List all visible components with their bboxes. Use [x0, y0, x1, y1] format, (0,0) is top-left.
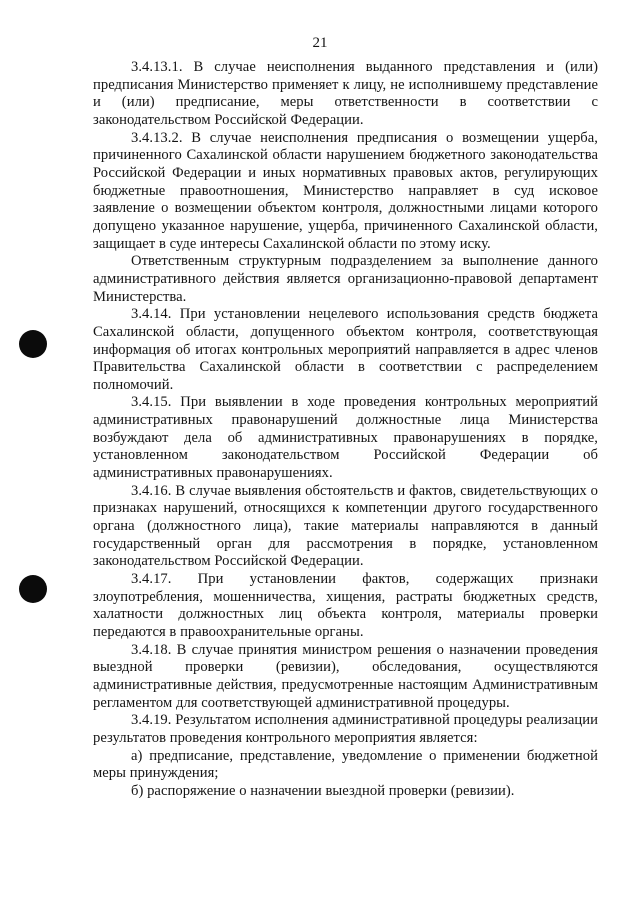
paragraph-3-4-15: 3.4.15. При выявлении в ходе проведения контрольных мероприятий административных правонарушений должностные лица Министерства возбуждают дела об административных правонарушениях в порядке, установленном законодательством Российской Федерации об административных правонарушениях. [93, 394, 598, 482]
document-body [93, 59, 598, 801]
paragraph-3-4-16: 3.4.16. В случае выявления обстоятельств и фактов, свидетельствующих о признаках нарушений, относящихся к компетенции другого государственного органа (должностного лица), такие материалы направляются в данный государственный орган для рассмотрения в порядке, установленном законодательством Российской Федерации. [93, 482, 598, 570]
list-item-a: а) предписание, представление, уведомление о применении бюджетной меры принуждения; [93, 747, 598, 782]
paragraph-responsible-unit: Ответственным структурным подразделением за выполнение данного административного действия является организационно-правовой департамент Министерства. [93, 253, 598, 305]
paragraph-3-4-19: 3.4.19. Результатом исполнения административной процедуры реализации результатов проведения контрольного мероприятия является: [93, 712, 598, 746]
page-number: 21 [312, 35, 328, 51]
list-item-b: б) распоряжение о назначении выездной проверки (ревизии). [131, 782, 515, 799]
paragraph-3-4-13-2: 3.4.13.2. В случае неисполнения предписания о возмещении ущерба, причиненного Сахалинской области нарушением бюджетного законодательства Российской Федерации и иных нормативных правовых актов, регулирующих бюджетные правоотношения, Министерство направляет в суд исковое заявление о возмещении объектом контроля, должностными лицами которого допущено указанное нарушение, ущерба, причиненного Сахалинской области, защищает в суде интересы Сахалинской области по этому иску. [93, 129, 598, 252]
paragraph-3-4-17: 3.4.17. При установлении фактов, содержащих признаки злоупотребления, мошенничества, хищения, растраты бюджетных средств, халатности должностных лиц объекта контроля, материалы проверки передаются в правоохранительные органы. [93, 571, 598, 640]
binder-hole-top [19, 330, 47, 358]
paragraph-3-4-13-1: 3.4.13.1. В случае неисполнения выданного представления и (или) предписания Министерство применяет к лицу, не исполнившему представление и (или) предписание, меры ответственности в соответствии с законодательством Российской Федерации. [93, 59, 598, 128]
binder-hole-bottom [19, 575, 47, 603]
paragraph-3-4-18: 3.4.18. В случае принятия министром решения о назначении проведения выездной проверки (ревизии), обследования, осуществляются административные действия, предусмотренные настоящим Административным регламентом для соответствующей административной процедуры. [93, 641, 598, 711]
paragraph-3-4-14: 3.4.14. При установлении нецелевого использования средств бюджета Сахалинской области, допущенного объектом контроля, соответствующая информация об итогах контрольных мероприятий направляется в адрес членов Правительства Сахалинской области в соответствии с распределением полномочий. [93, 306, 598, 393]
